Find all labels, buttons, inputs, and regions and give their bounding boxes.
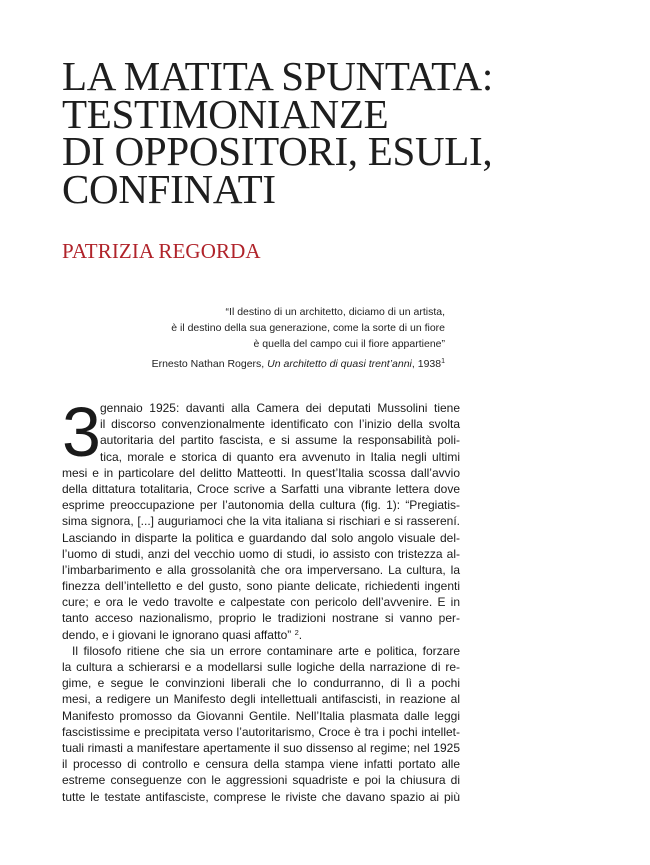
title-line: LA MATITA SPUNTATA: <box>62 53 493 99</box>
body-line: estreme conseguenze con le aggressioni squadriste e poi la chiusura di <box>62 773 460 788</box>
body-line: l’imbarbarimento e alla grossolanità che ora imperversano. La cultura, la <box>62 562 460 577</box>
body-line: tuali rimasti a manifestare apertamente il suo dissenso al regime; nel 1925 <box>62 740 460 755</box>
body-line: gime, e segue le convinzioni liberali che lo condurranno, di lì a pochi <box>62 676 460 691</box>
epigraph-line: “Il destino di un architetto, diciamo di un artista, <box>225 306 445 318</box>
footnote-marker: 2 <box>294 627 299 637</box>
epigraph-quote <box>171 304 445 352</box>
body-line: Lasciando in disparte la politica e guardando dal solo angolo visuale del- <box>62 530 460 545</box>
body-line: esprime preoccupazione per l’autonomia della cultura (fig. 1): “Pregiatis- <box>62 498 460 513</box>
body-line: tutte le testate antifasciste, comprese le riviste che davano spazio ai più <box>62 789 460 804</box>
body-line: la cultura a schierarsi e a modellarsi sulle logiche della narrazione di re- <box>62 660 460 674</box>
body-line: l’uomo di studi, anzi del vecchio uomo di studi, io assisto con tristezza al- <box>62 546 460 561</box>
body-line: il discorso convenzionalmente identificato con l’inizio della svolta <box>100 417 460 432</box>
body-line: Il filosofo ritiene che sia un errore contaminare arte e politica, forzare <box>72 643 460 658</box>
body-text <box>62 400 460 805</box>
article-title <box>62 53 622 212</box>
body-line: della dittatura totalitaria, Croce scrive a Sarfatti una vibrante lettera dove <box>62 481 460 496</box>
body-line: il processo di controllo e censura della stampa viene infatti portato alle <box>62 757 460 772</box>
attribution-year: , 1938 <box>411 358 442 370</box>
body-line: tanto acceso nazionalismo, proprio le tradizioni nostrane si vanno per- <box>62 611 460 626</box>
attribution-author: Ernesto Nathan Rogers, <box>151 358 268 370</box>
body-line: autoritaria del partito fascista, e si assume la responsabilità poli- <box>100 433 460 448</box>
attribution-work: Un architetto di quasi trent’anni <box>267 358 412 370</box>
body-line: finezza dell’intelletto e del gusto, sono piante delicate, richiedenti ingenti <box>62 579 460 594</box>
body-line-with-note: dendo, e i giovani le ignorano quasi affatto” $^2$. <box>62 627 303 642</box>
epigraph-line: è quella del campo cui il fiore appartiene” <box>253 338 445 350</box>
footnote-marker: 1 <box>441 358 445 365</box>
body-line: dendo, e i giovani le ignorano quasi affatto” <box>62 627 292 642</box>
drop-cap: 3 <box>62 393 101 471</box>
body-line: fascistissime e precipitata verso l’autoritarismo, Croce è tra i pochi intellet- <box>62 724 460 739</box>
epigraph-line: è il destino della sua generazione, come la sorte di un fiore <box>171 322 445 334</box>
title-line: CONFINATI <box>62 165 276 212</box>
body-line: tica, morale e storica di quanto era avvenuto in Italia negli ultimi <box>100 449 460 464</box>
body-line: cure; e ora le vedo travolte e calpestate con pericolo dell’avvenire. E in <box>62 595 460 610</box>
body-line: gennaio 1925: davanti alla Camera dei deputati Mussolini tiene <box>100 401 460 415</box>
body-line: Manifesto promosso da Giovanni Gentile. Nell’Italia plasmata dalle leggi <box>62 708 460 723</box>
body-line: sima signora, [...] auguriamoci che la vita italiana si rischiari e si rasserení. <box>62 514 460 529</box>
title-line: DI OPPOSITORI, ESULI, <box>62 128 493 174</box>
author-name: PATRIZIA REGORDA <box>62 239 261 263</box>
epigraph-attribution <box>152 356 445 372</box>
body-line: mesi e in particolare del delitto Matteotti. In quest’Italia scossa dall’avvio <box>62 465 460 480</box>
title-line: TESTIMONIANZE <box>62 90 389 137</box>
body-line: mesi, a redigere un Manifesto degli intellettuali antifascisti, in reazione al <box>62 692 460 707</box>
